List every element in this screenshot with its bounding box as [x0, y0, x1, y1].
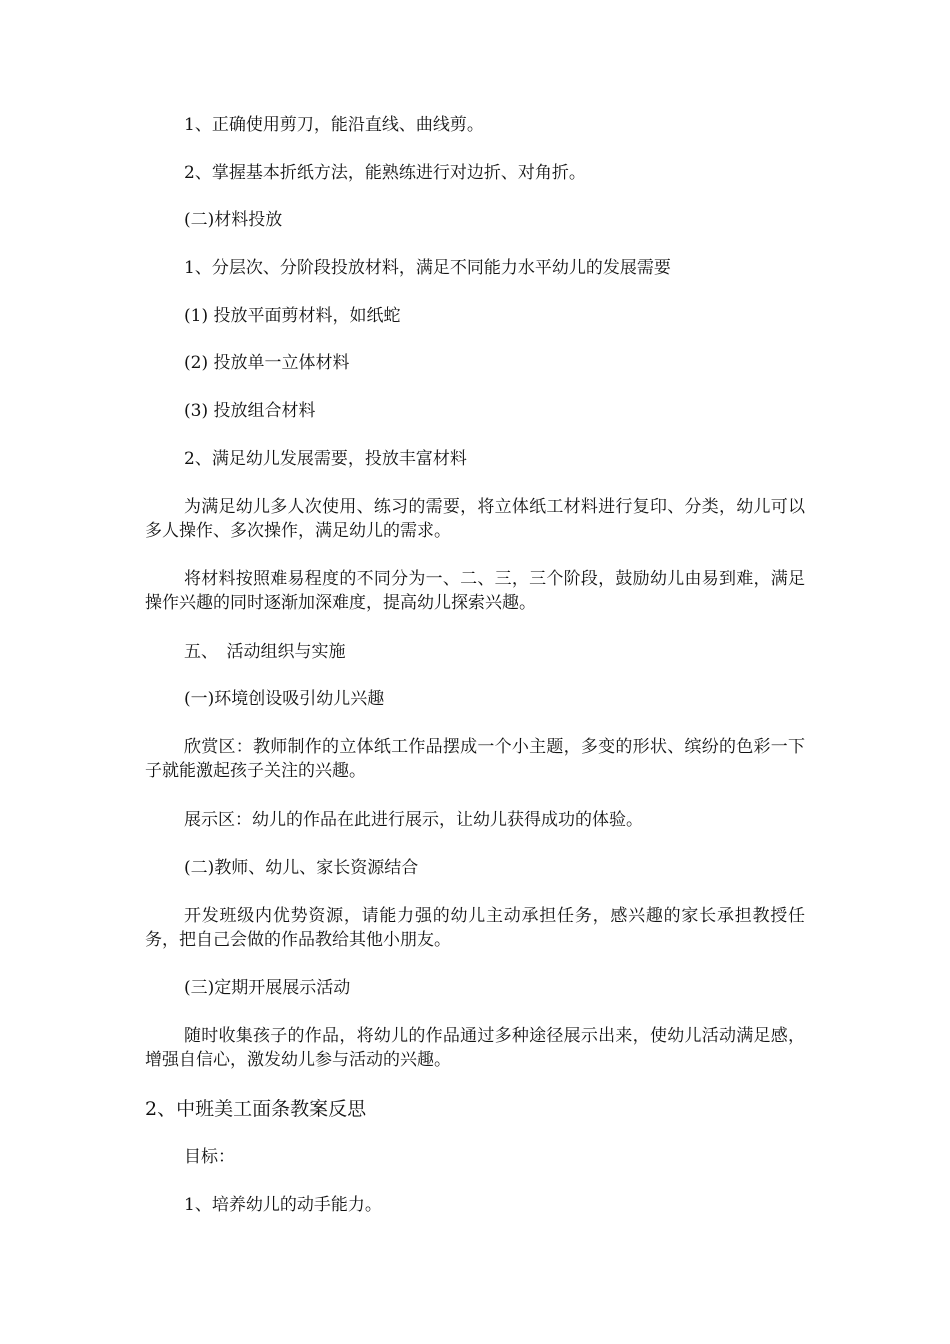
subsection-heading: (二)教师、幼儿、家长资源结合	[184, 858, 419, 878]
text-line: 1、培养幼儿的动手能力。	[184, 1195, 382, 1215]
text-line: 1、正确使用剪刀，能沿直线、曲线剪。	[184, 115, 484, 135]
text-line: 2、满足幼儿发展需要，投放丰富材料	[184, 449, 467, 469]
document-heading: 2、中班美工面条教案反思	[145, 1098, 367, 1120]
paragraph: 展示区：幼儿的作品在此进行展示，让幼儿获得成功的体验。	[184, 810, 643, 830]
text-line: 1、分层次、分阶段投放材料，满足不同能力水平幼儿的发展需要	[184, 258, 671, 278]
text-line: (2) 投放单一立体材料	[184, 353, 350, 373]
paragraph: 欣赏区：教师制作的立体纸工作品摆成一个小主题，多变的形状、缤纷的色彩一下子就能激起孩子关注的兴趣。	[145, 737, 805, 781]
text-line: (3) 投放组合材料	[184, 401, 316, 421]
paragraph: 将材料按照难易程度的不同分为一、二、三，三个阶段，鼓励幼儿由易到难，满足操作兴趣的同时逐渐加深难度，提高幼儿探索兴趣。	[145, 569, 805, 613]
paragraph: 开发班级内优势资源，请能力强的幼儿主动承担任务，感兴趣的家长承担教授任务，把自己会做的作品教给其他小朋友。	[145, 906, 805, 950]
paragraph: 随时收集孩子的作品，将幼儿的作品通过多种途径展示出来，使幼儿活动满足感，增强自信心，激发幼儿参与活动的兴趣。	[145, 1026, 805, 1070]
paragraph: 为满足幼儿多人次使用、练习的需要，将立体纸工材料进行复印、分类，幼儿可以多人操作、多次操作，满足幼儿的需求。	[145, 497, 805, 541]
text-line: 2、掌握基本折纸方法，能熟练进行对边折、对角折。	[184, 163, 586, 183]
section-heading: 五、 活动组织与实施	[184, 642, 346, 662]
subsection-heading: (二)材料投放	[184, 210, 283, 230]
subsection-heading: (三)定期开展展示活动	[184, 978, 351, 998]
subsection-heading: (一)环境创设吸引幼儿兴趣	[184, 689, 385, 709]
text-line: (1) 投放平面剪材料，如纸蛇	[184, 306, 401, 326]
text-line: 目标：	[184, 1147, 235, 1167]
